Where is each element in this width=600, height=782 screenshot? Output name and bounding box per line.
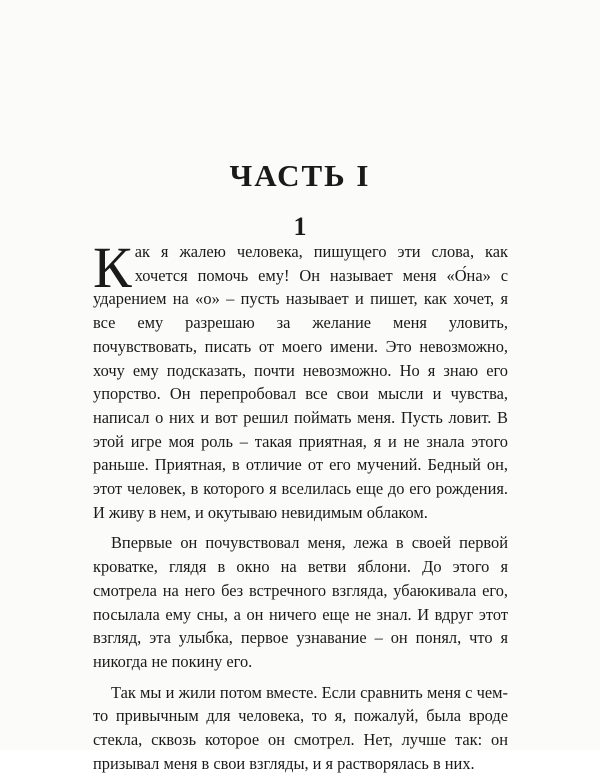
drop-cap-letter: К — [93, 235, 132, 300]
paragraph-3: Так мы и жили потом вместе. Если сравнить меня с чем-то привычным для человека, то я, пожалуй, была вроде стекла, сквозь которое он смотрел. Нет, лучше так: он призывал меня в свои взгляды, и я растворялась в них. — [93, 682, 508, 773]
paragraph-1 — [93, 235, 508, 524]
chapter-text — [93, 235, 508, 782]
paragraph-1-text: ак я жалею человека, пишущего эти слова, как хочется помочь ему! Он называет меня «О́на» с ударением на «о» – пусть называет и пишет, как хочет, я все ему разрешаю за желание меня уловить, почувствовать, писать от моего имени. Это невозможно, хочу ему подсказать, почти невозможно. Но я знаю его упорство. Он перепробовал все свои мысли и чувства, написал о них и вот решил поймать меня. Пусть ловит. В этой игре моя роль – такая приятная, я и не знала этого раньше. Приятная, в отличие от его мучений. Бедный он, этот человек, в которого я вселилась еще до его рождения. И живу в нем, и окутываю невидимым облаком. — [93, 242, 508, 522]
part-title: ЧАСТЬ I — [229, 158, 371, 193]
paragraph-2: Впервые он почувствовал меня, лежа в своей первой кроватке, глядя в окно на ветви яблони. До этого я смотрела на него без встречного взгляда, убаюкивала его, посылала ему сны, а он ничего еще не знал. И вдруг этот взгляд, эта улыбка, первое узнавание – он понял, что я никогда не покину его. — [93, 533, 508, 671]
chapter-number: 1 — [293, 212, 307, 241]
